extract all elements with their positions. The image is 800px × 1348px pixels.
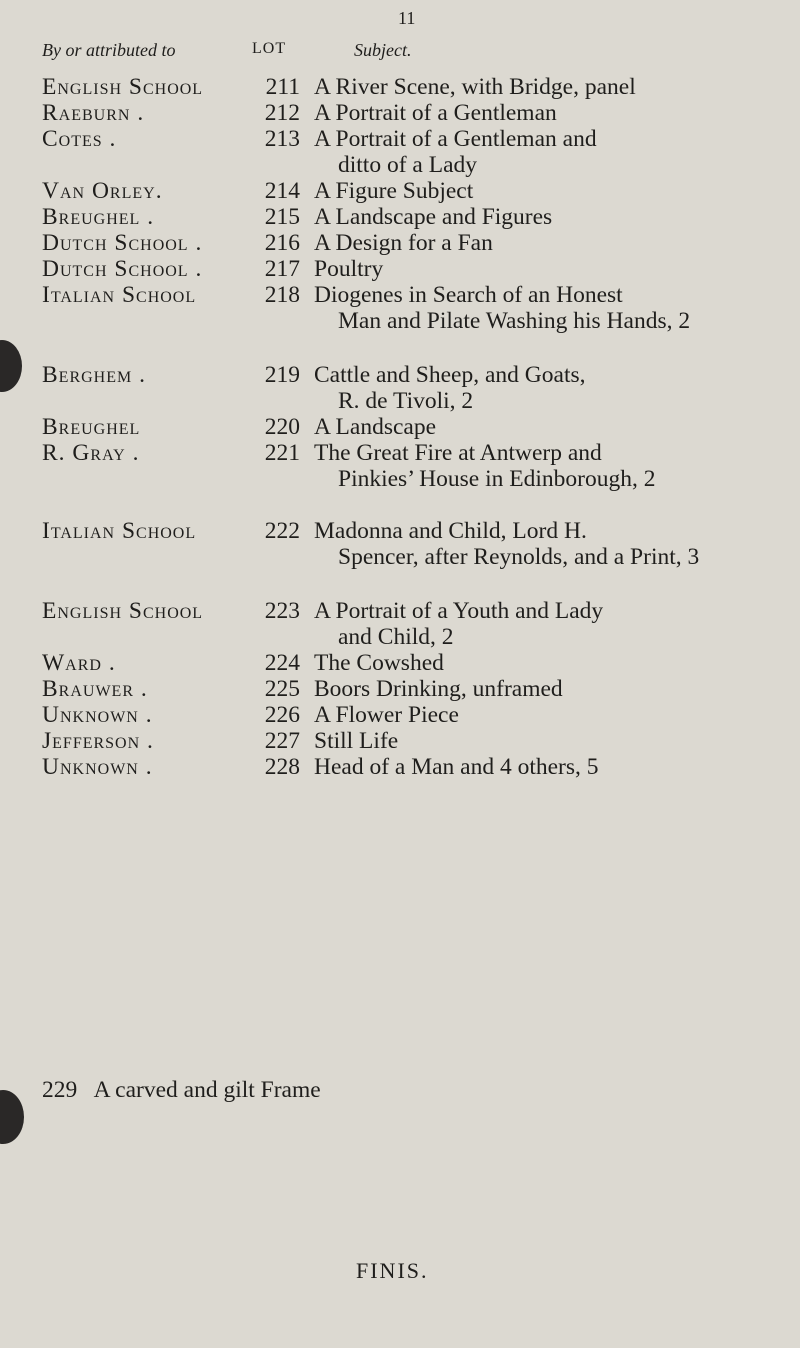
lot-number: 214 (264, 178, 300, 204)
lot-artist: Breughel . (42, 204, 155, 230)
punch-hole-mark (0, 1090, 24, 1144)
frame-lot-subject: A carved and gilt Frame (93, 1077, 321, 1103)
lot-number: 212 (264, 100, 300, 126)
lot-subject-continuation: and Child, 2 (338, 624, 454, 650)
lot-subject-text: A Portrait of a Gentleman (314, 100, 557, 126)
lot-subject (314, 518, 786, 570)
lot-subject-continuation: ditto of a Lady (338, 152, 478, 178)
lot-number: 218 (264, 282, 300, 308)
lot-subject-text: Head of a Man and 4 others, 5 (314, 754, 599, 780)
lot-subject (314, 676, 786, 702)
frame-lot-number: 229 (42, 1077, 78, 1103)
finis-text: FINIS. (356, 1258, 429, 1283)
lot-number: 222 (264, 518, 300, 544)
lot-artist: Cotes . (42, 126, 117, 152)
lot-subject (314, 414, 786, 440)
lot-artist: Italian School (42, 282, 197, 308)
punch-hole-mark (0, 340, 22, 392)
lot-number: 219 (264, 362, 300, 388)
lot-subject (314, 362, 786, 414)
lot-subject (314, 100, 786, 126)
lot-subject-continuation: Man and Pilate Washing his Hands, 2 (338, 308, 691, 334)
lot-artist: English School (42, 74, 204, 100)
lot-subject (314, 204, 786, 230)
lot-artist: Jefferson . (42, 728, 154, 754)
lot-subject (314, 440, 786, 492)
lot-subject-text: Madonna and Child, Lord H. (314, 518, 587, 544)
lot-subject (314, 650, 786, 676)
lot-subject-text: A Design for a Fan (314, 230, 493, 256)
lot-number: 223 (264, 598, 300, 624)
lot-artist: Unknown . (42, 702, 153, 728)
lot-number: 211 (265, 74, 300, 100)
lot-artist: Raeburn . (42, 100, 145, 126)
lot-artist: Unknown . (42, 754, 153, 780)
lot-number: 225 (264, 676, 300, 702)
lot-number: 215 (264, 204, 300, 230)
lot-number: 224 (264, 650, 300, 676)
lot-subject (314, 256, 786, 282)
lot-subject-text: Boors Drinking, unframed (314, 676, 563, 702)
lot-number: 226 (264, 702, 300, 728)
lot-artist: Breughel (42, 414, 141, 440)
lot-subject (314, 282, 786, 334)
lot-subject-text: A Portrait of a Gentleman and (314, 126, 597, 152)
lot-subject (314, 598, 786, 650)
lot-subject-continuation: Spencer, after Reynolds, and a Print, 3 (338, 544, 700, 570)
lot-subject (314, 74, 786, 100)
lot-subject (314, 754, 786, 780)
page-number: 11 (398, 8, 416, 28)
lot-number: 220 (264, 414, 300, 440)
column-header-subject: Subject. (354, 40, 412, 60)
lot-subject (314, 126, 786, 178)
column-header-lot: LOT (252, 40, 287, 57)
column-header-attributed: By or attributed to (42, 40, 176, 60)
lot-subject-text: Poultry (314, 256, 384, 282)
lot-subject-text: Still Life (314, 728, 399, 754)
lot-subject-continuation: R. de Tivoli, 2 (338, 388, 474, 414)
lot-subject-text: A Flower Piece (314, 702, 459, 728)
lot-subject (314, 178, 786, 204)
lot-subject-text: The Cowshed (314, 650, 444, 676)
lot-artist: Brauwer . (42, 676, 148, 702)
lot-subject (314, 728, 786, 754)
lot-artist: Van Orley. (42, 178, 163, 204)
lot-subject-text: A Landscape and Figures (314, 204, 553, 230)
lot-number: 217 (264, 256, 300, 282)
lot-subject-text: Cattle and Sheep, and Goats, (314, 362, 586, 388)
lot-subject (314, 230, 786, 256)
lot-artist: Dutch School . (42, 230, 203, 256)
frame-lot-line (42, 1077, 321, 1104)
lot-number: 227 (264, 728, 300, 754)
lot-subject-text: Diogenes in Search of an Honest (314, 282, 623, 308)
lot-subject-text: The Great Fire at Antwerp and (314, 440, 602, 466)
lot-subject-text: A Portrait of a Youth and Lady (314, 598, 604, 624)
lot-subject (314, 702, 786, 728)
lot-subject-text: A Landscape (314, 414, 437, 440)
lot-subject-continuation: Pinkies’ House in Edinborough, 2 (338, 466, 656, 492)
lot-number: 216 (264, 230, 300, 256)
lot-number: 228 (264, 754, 300, 780)
lot-subject-text: A Figure Subject (314, 178, 474, 204)
lot-artist: Dutch School . (42, 256, 203, 282)
lot-artist: English School (42, 598, 204, 624)
lot-number: 221 (264, 440, 300, 466)
lot-artist: Berghem . (42, 362, 146, 388)
lot-artist: Ward . (42, 650, 116, 676)
lot-artist: R. Gray . (42, 440, 140, 466)
lot-number: 213 (264, 126, 300, 152)
lot-subject-text: A River Scene, with Bridge, panel (314, 74, 636, 100)
lot-artist: Italian School (42, 518, 197, 544)
